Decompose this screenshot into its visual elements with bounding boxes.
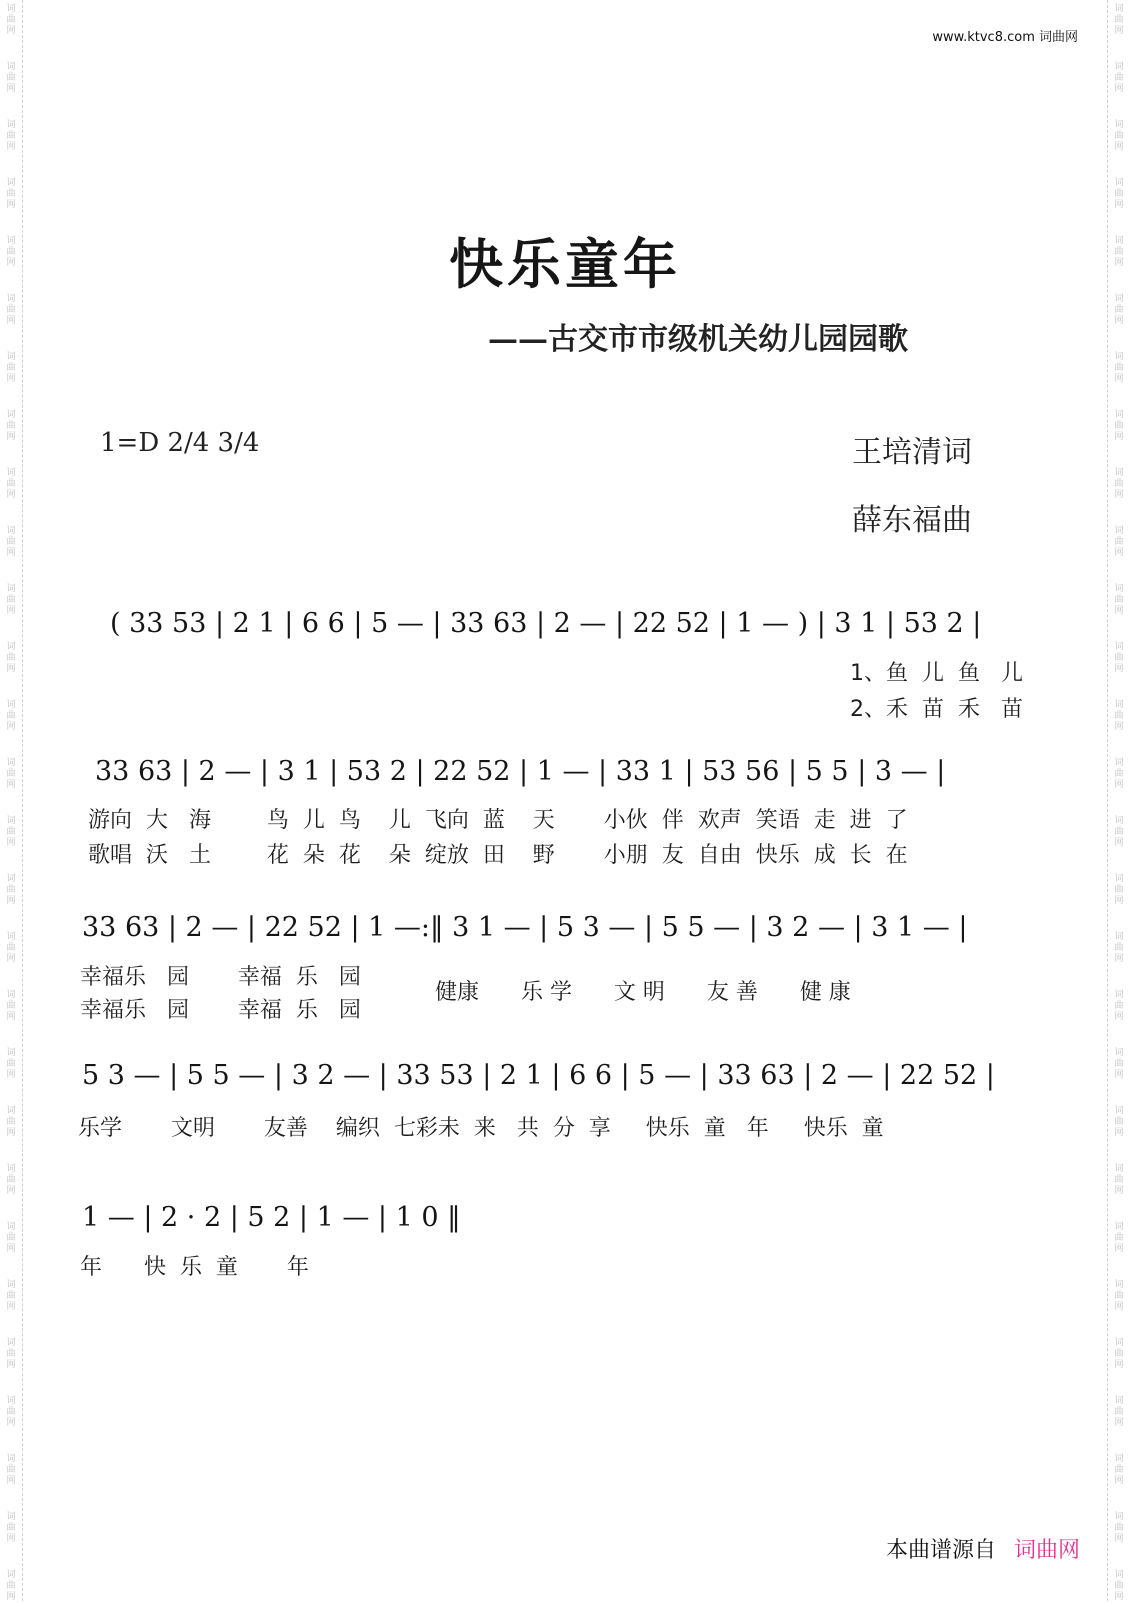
watermark-mark: 词 曲 网 — [6, 1280, 16, 1312]
site-url[interactable]: www.ktvc8.com 词曲网 — [932, 30, 1078, 45]
watermark-mark: 词 曲 网 — [1114, 1164, 1124, 1196]
score-line-3: 33 63 | 2 — | 22 52 | 1 —:‖ 3 1 — | 5 3 — | 5 5 — | 3 2 — | 3 1 — | — [82, 912, 968, 943]
watermark-mark: 词 曲 网 — [1114, 1396, 1124, 1428]
watermark-mark: 词 曲 网 — [1114, 584, 1124, 616]
watermark-mark: 词 曲 网 — [6, 352, 16, 384]
watermark-mark: 词 曲 网 — [6, 816, 16, 848]
watermark-mark: 词 曲 网 — [1114, 1106, 1124, 1138]
watermark-mark: 词 曲 网 — [6, 1512, 16, 1544]
watermark-mark: 词 曲 网 — [6, 4, 16, 36]
lyricist: 王培清词 — [852, 435, 972, 470]
watermark-mark: 词 曲 网 — [1114, 758, 1124, 790]
watermark-mark: 词 曲 网 — [6, 874, 16, 906]
watermark-mark: 词 曲 网 — [6, 1222, 16, 1254]
watermark-mark: 词 曲 网 — [6, 932, 16, 964]
song-title: 快乐童年 — [449, 232, 681, 296]
watermark-mark: 词 曲 网 — [1114, 120, 1124, 152]
watermark-mark: 词 曲 网 — [6, 584, 16, 616]
watermark-mark: 词 曲 网 — [1114, 1570, 1124, 1602]
watermark-mark: 词 曲 网 — [1114, 1512, 1124, 1544]
watermark-mark: 词 曲 网 — [1114, 700, 1124, 732]
watermark-mark: 词 曲 网 — [6, 1454, 16, 1486]
watermark-mark: 词 曲 网 — [6, 1338, 16, 1370]
watermark-mark: 词 曲 网 — [6, 1048, 16, 1080]
footer-source-label: 本曲谱源自 — [885, 1538, 996, 1563]
composer: 薛东福曲 — [852, 503, 972, 538]
watermark-mark: 词 曲 网 — [1114, 1280, 1124, 1312]
watermark-mark: 词 曲 网 — [1114, 178, 1124, 210]
score-line-5: 1 — | 2 · 2 | 5 2 | 1 — | 1 0 ‖ — [82, 1202, 461, 1233]
watermark-mark: 词 曲 网 — [6, 990, 16, 1022]
watermark-mark: 词 曲 网 — [1114, 62, 1124, 94]
lyric-line-2-verse-2: 歌唱 沃 土 花 朵 花 朵 绽放 田 野 小朋 友 自由 快乐 成 长 在 — [88, 843, 908, 868]
watermark-mark: 词 曲 网 — [1114, 352, 1124, 384]
lyric-line-5: 年 快 乐 童 年 — [80, 1255, 309, 1280]
watermark-mark: 词 曲 网 — [1114, 468, 1124, 500]
score-line-2: 33 63 | 2 — | 3 1 | 53 2 | 22 52 | 1 — | 33 1 | 53 56 | 5 5 | 3 — | — [95, 756, 946, 787]
lyric-line-3-verse-1: 幸福乐 园 幸福 乐 园 — [80, 965, 361, 990]
watermark-mark: 词 曲 网 — [1114, 294, 1124, 326]
watermark-mark: 词 曲 网 — [6, 468, 16, 500]
watermark-mark: 词 曲 网 — [6, 758, 16, 790]
watermark-mark: 词 曲 网 — [1114, 874, 1124, 906]
watermark-mark: 词 曲 网 — [1114, 236, 1124, 268]
watermark-mark: 词 曲 网 — [6, 178, 16, 210]
watermark-mark: 词 曲 网 — [1114, 410, 1124, 442]
footer-source — [886, 1533, 1080, 1564]
footer-brand-link[interactable]: 词曲网 — [1013, 1538, 1080, 1563]
watermark-mark: 词 曲 网 — [6, 1164, 16, 1196]
score-line-1: ( 33 53 | 2 1 | 6 6 | 5 — | 33 63 | 2 — | 22 52 | 1 — ) | 3 1 | 53 2 | — [110, 608, 982, 639]
watermark-mark: 词 曲 网 — [6, 1396, 16, 1428]
watermark-mark: 词 曲 网 — [1114, 932, 1124, 964]
watermark-mark: 词 曲 网 — [6, 236, 16, 268]
watermark-mark: 词 曲 网 — [1114, 990, 1124, 1022]
watermark-mark: 词 曲 网 — [1114, 526, 1124, 558]
watermark-mark: 词 曲 网 — [6, 1570, 16, 1602]
score-line-4: 5 3 — | 5 5 — | 3 2 — | 33 53 | 2 1 | 6 6 | 5 — | 33 63 | 2 — | 22 52 | — [82, 1060, 995, 1091]
lyric-line-1-verse-2: 2、禾 苗 禾 苗 — [850, 697, 1023, 722]
watermark-mark: 词 曲 网 — [6, 62, 16, 94]
watermark-mark: 词 曲 网 — [1114, 1454, 1124, 1486]
watermark-mark: 词 曲 网 — [6, 642, 16, 674]
lyric-line-2-verse-1: 游向 大 海 鸟 儿 鸟 儿 飞向 蓝 天 小伙 伴 欢声 笑语 走 进 了 — [88, 808, 908, 833]
watermark-mark: 词 曲 网 — [1114, 816, 1124, 848]
lyric-line-3-verse-2: 幸福乐 园 幸福 乐 园 — [80, 998, 361, 1023]
song-subtitle: ——古交市市级机关幼儿园园歌 — [488, 322, 908, 357]
watermark-mark: 词 曲 网 — [1114, 1222, 1124, 1254]
watermark-mark: 词 曲 网 — [6, 294, 16, 326]
watermark-mark: 词 曲 网 — [6, 700, 16, 732]
watermark-mark: 词 曲 网 — [1114, 642, 1124, 674]
lyric-line-1-verse-1: 1、鱼 儿 鱼 儿 — [850, 661, 1023, 686]
watermark-mark: 词 曲 网 — [6, 526, 16, 558]
lyric-line-3-refrain: 健康 乐 学 文 明 友 善 健 康 — [435, 980, 851, 1005]
watermark-mark: 词 曲 网 — [6, 1106, 16, 1138]
watermark-mark: 词 曲 网 — [6, 410, 16, 442]
key-time-signature: 1=D 2/4 3/4 — [100, 428, 260, 458]
watermark-mark: 词 曲 网 — [1114, 1338, 1124, 1370]
watermark-mark: 词 曲 网 — [1114, 1048, 1124, 1080]
watermark-mark: 词 曲 网 — [1114, 4, 1124, 36]
lyric-line-4: 乐学 文明 友善 编织 七彩未 来 共 分 享 快乐 童 年 快乐 童 — [78, 1116, 884, 1141]
watermark-mark: 词 曲 网 — [6, 120, 16, 152]
